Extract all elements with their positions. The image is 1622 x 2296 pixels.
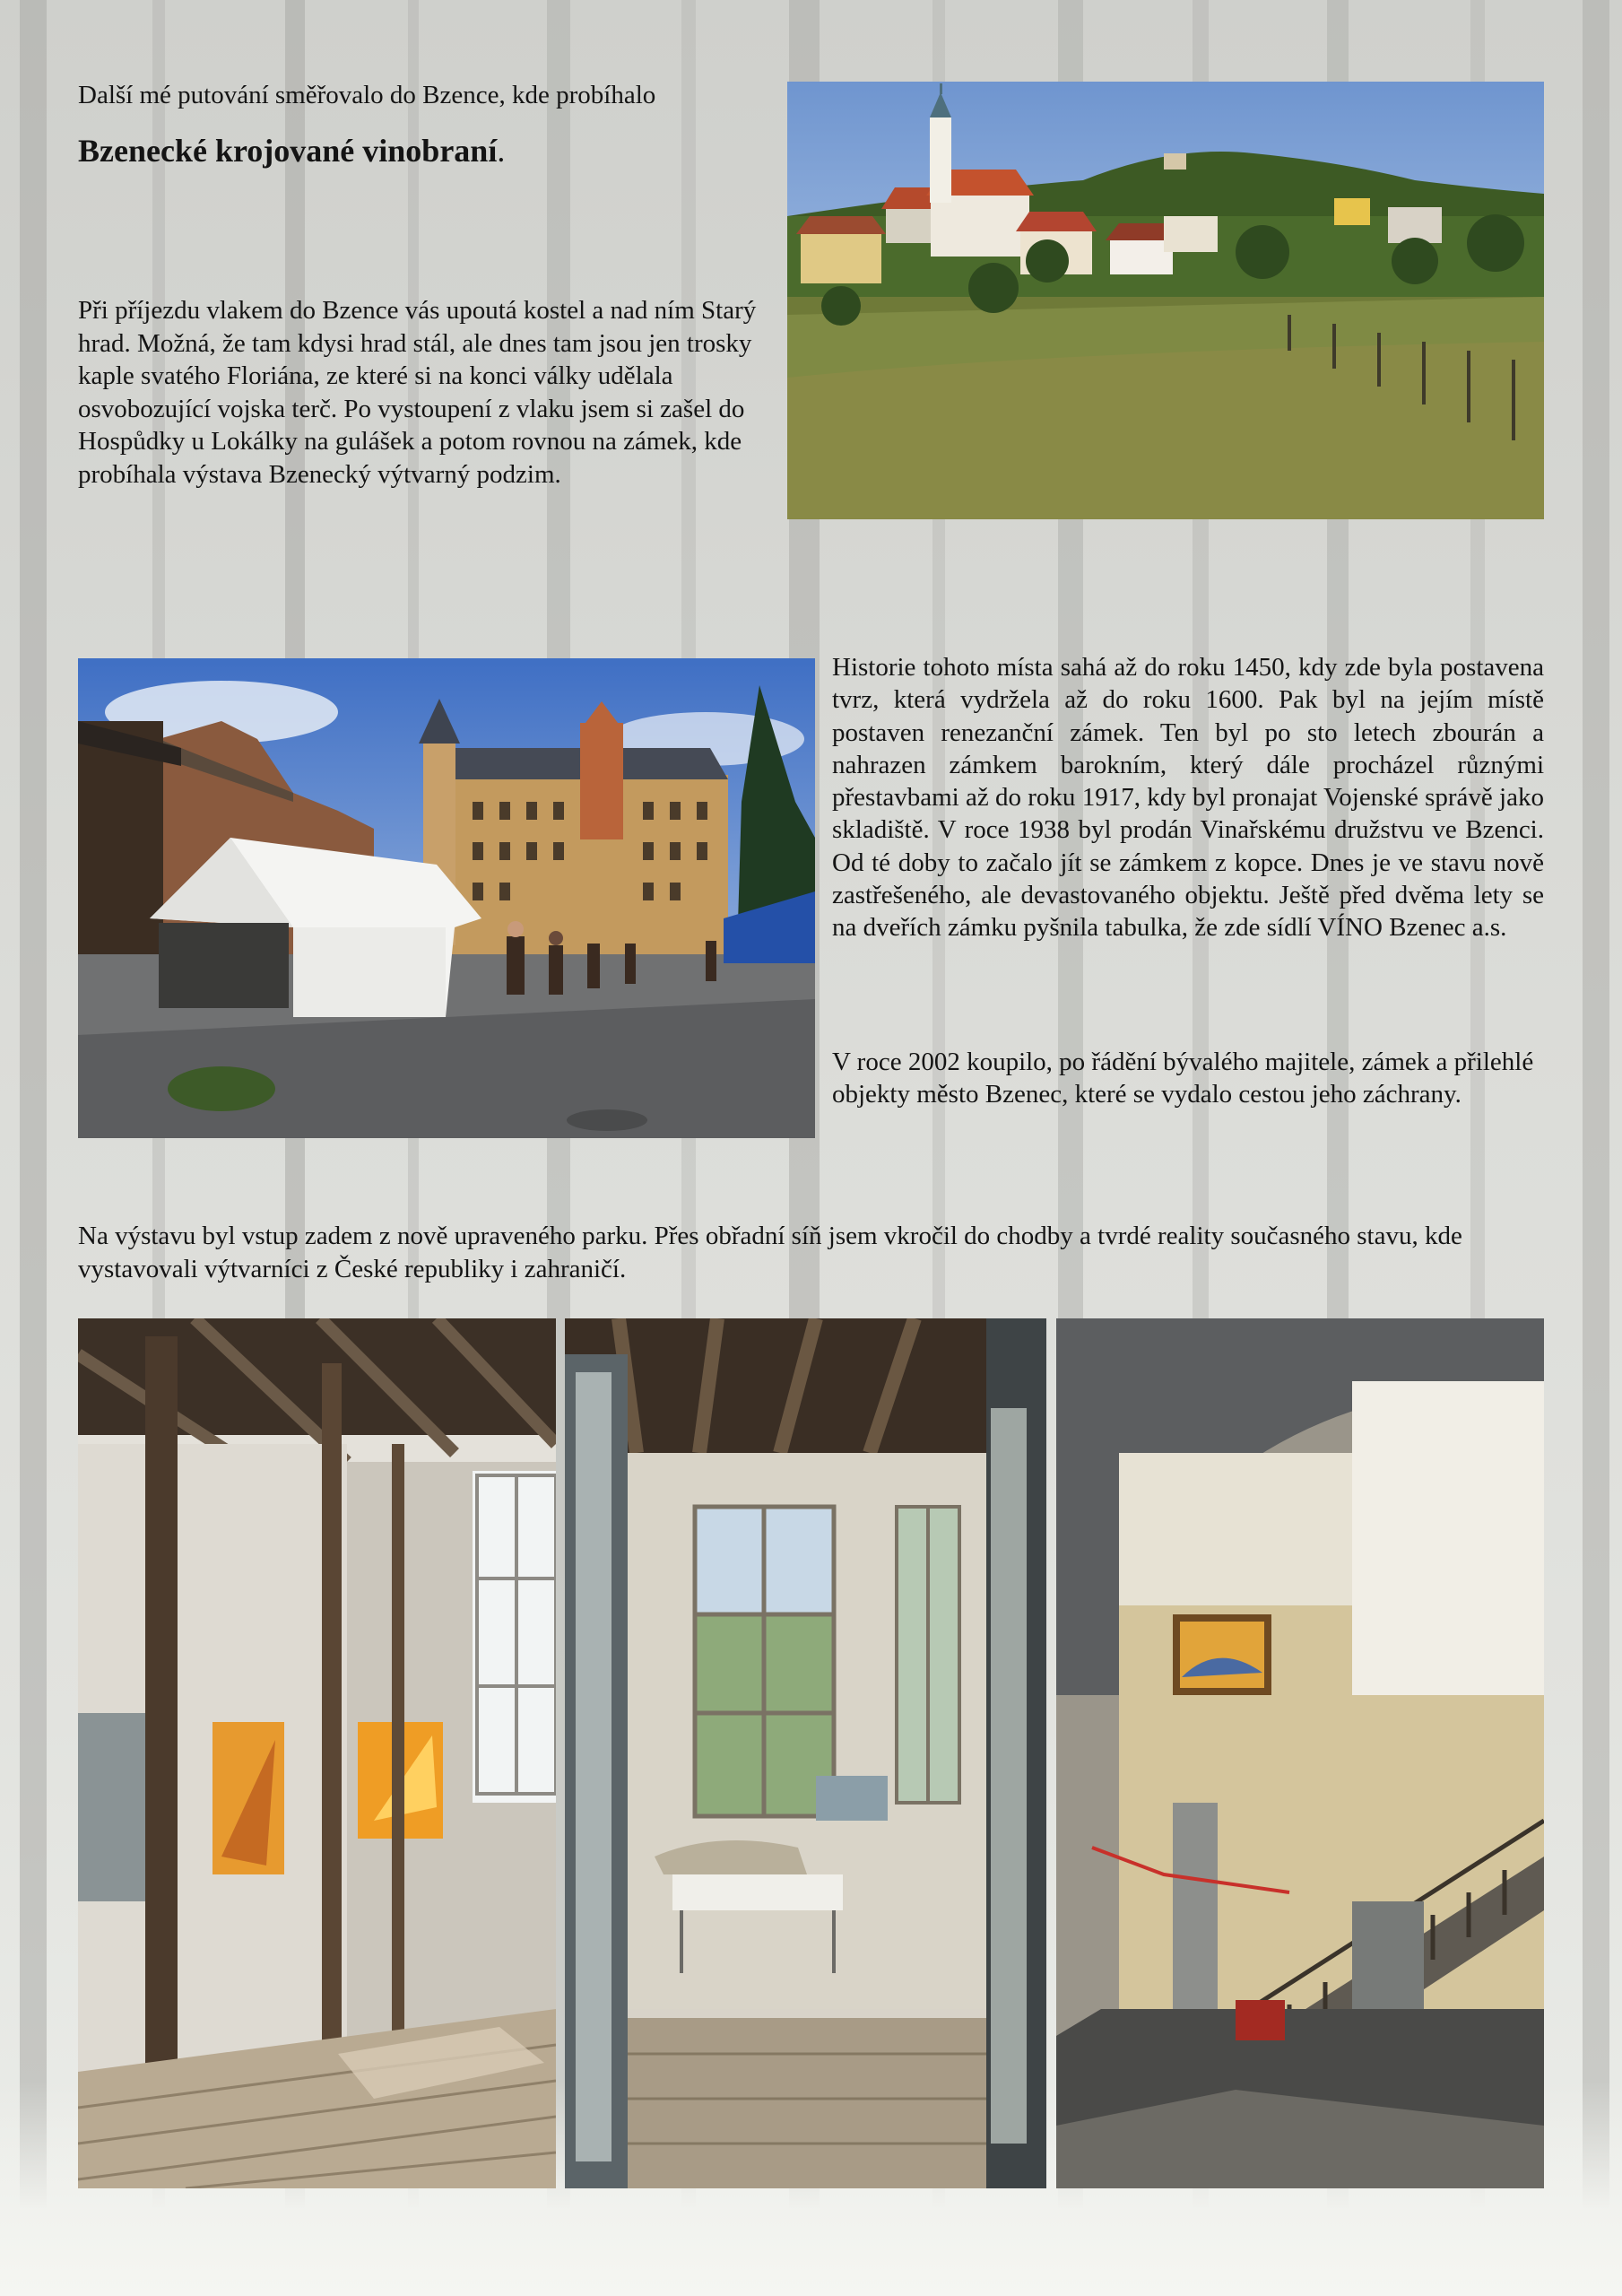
photo-castle-courtyard [78, 658, 815, 1138]
title-period: . [497, 133, 506, 169]
paragraph-history: Historie tohoto místa sahá až do roku 1450, kdy zde byla postavena tvrz, která vydržela až do roku 1600. Pak byl na jejím místě postaven renezanční zámek. Ten byl po sto letech zbourán a nahrazen zámkem barokním, který dále procházel různými přestavbami až do roku 1917, kdy byl pronajat Vojenské správě jako skladiště. V roce 1938 byl prodán Vinařskému družstvu ve Bzenci. Od té doby to začalo jít se zámkem z kopce. Dnes je ve stavu nově zastřešeného, ale devastovaného objektu. Ještě před dvěma lety se na dveřích zámku pyšnila tabulka, že zde sídlí VÍNO Bzenec a.s. [832, 653, 1544, 943]
paragraph-rescue: V roce 2002 koupilo, po řádění bývalého majitele, zámek a přilehlé objekty město Bzenec, které se vydalo cestou jeho záchrany. [832, 1048, 1534, 1109]
title-text: Bzenecké krojované vinobraní [78, 133, 498, 169]
photo-town-church [787, 82, 1544, 519]
intro-line: Další mé putování směřovalo do Bzence, kde probíhalo [78, 81, 656, 109]
photo-staircase [1056, 1318, 1544, 2188]
article-title [78, 131, 759, 170]
paragraph-exhibition: Na výstavu byl vstup zadem z nově upraveného parku. Přes obřadní síň jsem vkročil do chodby a tvrdé reality současného stavu, kde vystavovali výtvarníci z České republiky i zahraničí. [78, 1222, 1462, 1283]
paragraph-arrival: Při příjezdu vlakem do Bzence vás upoutá kostel a nad ním Starý hrad. Možná, že tam kdysi hrad stál, ale dnes tam jsou jen trosky kaple svatého Floriána, ze které si na konci války udělala osvobozující vojska terč. Po vystoupení z vlaku jsem si zašel do Hospůdky u Lokálky na gulášek a potom rovnou na zámek, kde probíhala výstava Bzenecký výtvarný podzim. [78, 296, 757, 489]
photo-bay-window-room [565, 1318, 1046, 2188]
photo-interior-paintings [78, 1318, 556, 2188]
